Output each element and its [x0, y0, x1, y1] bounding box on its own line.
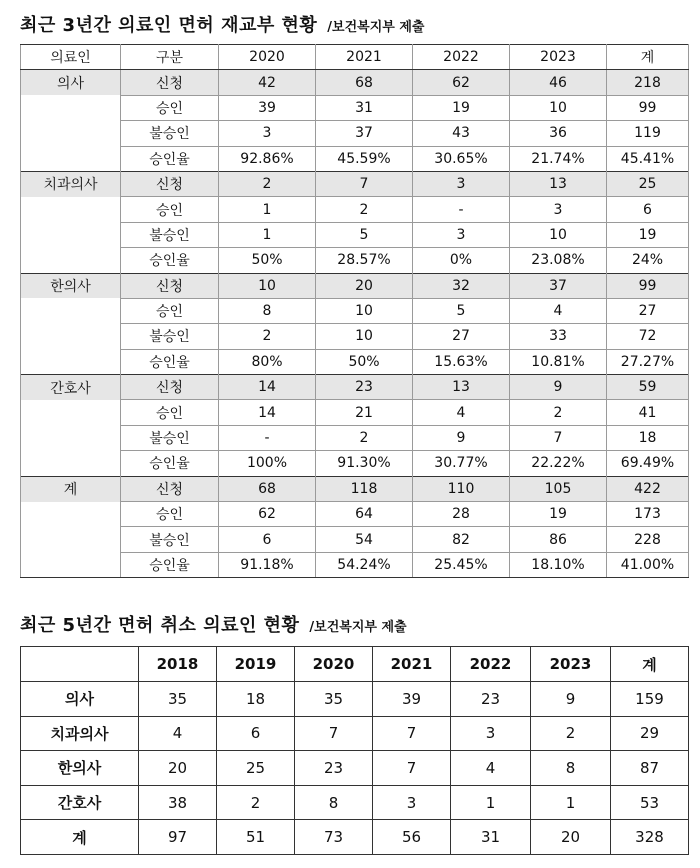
- value-cell: 51: [217, 820, 295, 855]
- row-label: 신청: [121, 375, 219, 400]
- value-cell: 32: [413, 273, 510, 298]
- row-label: 신청: [121, 476, 219, 501]
- value-cell: 1: [219, 197, 316, 222]
- value-cell: 2: [217, 785, 295, 820]
- value-cell: 39: [219, 95, 316, 120]
- table1-title: [20, 11, 424, 37]
- group-name-empty: [21, 222, 121, 247]
- row-label: 불승인: [121, 425, 219, 450]
- table1-row: [21, 298, 689, 323]
- value-cell: 27: [413, 324, 510, 349]
- value-cell: 22.22%: [510, 451, 607, 476]
- value-cell: 36: [510, 121, 607, 146]
- value-cell: 6: [219, 527, 316, 552]
- value-cell: 43: [413, 121, 510, 146]
- value-cell: 7: [510, 425, 607, 450]
- value-cell: 54.24%: [316, 552, 413, 577]
- value-cell: 2: [219, 324, 316, 349]
- value-cell: 2: [316, 425, 413, 450]
- value-cell: 56: [373, 820, 451, 855]
- value-cell: 4: [451, 751, 531, 786]
- value-cell: 5: [316, 222, 413, 247]
- row-label: 신청: [121, 171, 219, 196]
- table2-header-cell: 2020: [295, 647, 373, 682]
- value-cell: 18.10%: [510, 552, 607, 577]
- value-cell: 20: [316, 273, 413, 298]
- value-cell: 14: [219, 375, 316, 400]
- value-cell: 50%: [316, 349, 413, 374]
- value-cell: 39: [373, 682, 451, 717]
- value-cell: 118: [316, 476, 413, 501]
- value-cell: 13: [413, 375, 510, 400]
- value-cell: 10: [510, 95, 607, 120]
- value-cell: 92.86%: [219, 146, 316, 171]
- row-label: 승인: [121, 400, 219, 425]
- table1-row: [21, 70, 689, 95]
- group-name-empty: [21, 400, 121, 425]
- value-cell: 91.30%: [316, 451, 413, 476]
- row-label: 승인: [121, 197, 219, 222]
- value-cell: 2: [531, 716, 611, 751]
- value-cell: 64: [316, 502, 413, 527]
- value-cell: 73: [295, 820, 373, 855]
- table1-row: [21, 171, 689, 196]
- group-name-empty: [21, 552, 121, 577]
- table2-header-cell: 2022: [451, 647, 531, 682]
- group-name-empty: [21, 349, 121, 374]
- value-cell: 72: [607, 324, 689, 349]
- value-cell: 4: [510, 298, 607, 323]
- value-cell: 10: [219, 273, 316, 298]
- row-label: 치과의사: [21, 716, 139, 751]
- row-label: 승인: [121, 502, 219, 527]
- group-name-empty: [21, 146, 121, 171]
- value-cell: 99: [607, 273, 689, 298]
- group-name: 한의사: [21, 273, 121, 298]
- value-cell: 87: [611, 751, 689, 786]
- group-name-empty: [21, 248, 121, 273]
- value-cell: 10: [510, 222, 607, 247]
- value-cell: 4: [139, 716, 217, 751]
- value-cell: 68: [219, 476, 316, 501]
- value-cell: 46: [510, 70, 607, 95]
- value-cell: 99: [607, 95, 689, 120]
- table2-header-row: [21, 647, 689, 682]
- row-label: 의사: [21, 682, 139, 717]
- value-cell: 7: [373, 716, 451, 751]
- table1-row: [21, 121, 689, 146]
- table1-row: [21, 425, 689, 450]
- table1-header-cell: 계: [607, 45, 689, 70]
- table2-header-cell: 계: [611, 647, 689, 682]
- table1-header-cell: 2022: [413, 45, 510, 70]
- value-cell: 100%: [219, 451, 316, 476]
- table1-header-cell: 2023: [510, 45, 607, 70]
- table2-header-cell: 2023: [531, 647, 611, 682]
- group-name: 의사: [21, 70, 121, 95]
- value-cell: 23: [451, 682, 531, 717]
- group-name-empty: [21, 298, 121, 323]
- value-cell: 86: [510, 527, 607, 552]
- table2-title-text: 최근 5년간 면허 취소 의료인 현황: [20, 615, 300, 636]
- value-cell: 3: [451, 716, 531, 751]
- value-cell: 25: [607, 171, 689, 196]
- license-reissue-table: [20, 44, 689, 578]
- value-cell: -: [219, 425, 316, 450]
- group-name-empty: [21, 324, 121, 349]
- value-cell: 41: [607, 400, 689, 425]
- value-cell: 6: [217, 716, 295, 751]
- value-cell: 328: [611, 820, 689, 855]
- value-cell: 228: [607, 527, 689, 552]
- value-cell: 19: [510, 502, 607, 527]
- table2-source: /보건복지부 제출: [309, 620, 407, 635]
- value-cell: 23: [316, 375, 413, 400]
- value-cell: 3: [219, 121, 316, 146]
- table1-row: [21, 222, 689, 247]
- value-cell: 27: [607, 298, 689, 323]
- value-cell: 18: [217, 682, 295, 717]
- row-label: 승인율: [121, 248, 219, 273]
- value-cell: 9: [413, 425, 510, 450]
- value-cell: 7: [295, 716, 373, 751]
- group-name-empty: [21, 502, 121, 527]
- value-cell: 3: [510, 197, 607, 222]
- value-cell: 38: [139, 785, 217, 820]
- value-cell: 4: [413, 400, 510, 425]
- row-label: 한의사: [21, 751, 139, 786]
- value-cell: 41.00%: [607, 552, 689, 577]
- group-name-empty: [21, 95, 121, 120]
- value-cell: 35: [139, 682, 217, 717]
- value-cell: 91.18%: [219, 552, 316, 577]
- value-cell: 69.49%: [607, 451, 689, 476]
- group-name: 간호사: [21, 375, 121, 400]
- value-cell: 28: [413, 502, 510, 527]
- value-cell: 0%: [413, 248, 510, 273]
- table1-row: [21, 476, 689, 501]
- value-cell: 59: [607, 375, 689, 400]
- value-cell: 53: [611, 785, 689, 820]
- table1-header-row: [21, 45, 689, 70]
- value-cell: 33: [510, 324, 607, 349]
- value-cell: 30.65%: [413, 146, 510, 171]
- value-cell: 422: [607, 476, 689, 501]
- row-label: 승인율: [121, 349, 219, 374]
- row-label: 승인: [121, 298, 219, 323]
- value-cell: 159: [611, 682, 689, 717]
- group-name: 치과의사: [21, 171, 121, 196]
- value-cell: 21: [316, 400, 413, 425]
- value-cell: 45.59%: [316, 146, 413, 171]
- value-cell: 10.81%: [510, 349, 607, 374]
- table1-row: [21, 400, 689, 425]
- value-cell: 1: [531, 785, 611, 820]
- value-cell: 3: [413, 171, 510, 196]
- row-label: 신청: [121, 273, 219, 298]
- table2-header-cell: 2018: [139, 647, 217, 682]
- value-cell: 9: [531, 682, 611, 717]
- group-name-empty: [21, 451, 121, 476]
- value-cell: 15.63%: [413, 349, 510, 374]
- value-cell: 29: [611, 716, 689, 751]
- table1-row: [21, 146, 689, 171]
- table1-header-cell: 2020: [219, 45, 316, 70]
- row-label: 불승인: [121, 222, 219, 247]
- value-cell: -: [413, 197, 510, 222]
- table2-row: [21, 682, 689, 717]
- group-name: 계: [21, 476, 121, 501]
- value-cell: 37: [510, 273, 607, 298]
- value-cell: 62: [219, 502, 316, 527]
- value-cell: 25.45%: [413, 552, 510, 577]
- group-name-empty: [21, 527, 121, 552]
- row-label: 승인율: [121, 552, 219, 577]
- value-cell: 119: [607, 121, 689, 146]
- value-cell: 31: [451, 820, 531, 855]
- row-label: 승인율: [121, 146, 219, 171]
- value-cell: 50%: [219, 248, 316, 273]
- value-cell: 3: [413, 222, 510, 247]
- row-label: 승인율: [121, 451, 219, 476]
- table1-header-cell: 구분: [121, 45, 219, 70]
- value-cell: 54: [316, 527, 413, 552]
- value-cell: 31: [316, 95, 413, 120]
- value-cell: 24%: [607, 248, 689, 273]
- value-cell: 110: [413, 476, 510, 501]
- value-cell: 218: [607, 70, 689, 95]
- table1-title-text: 최근 3년간 의료인 면허 재교부 현황: [20, 15, 318, 36]
- value-cell: 28.57%: [316, 248, 413, 273]
- value-cell: 8: [531, 751, 611, 786]
- row-label: 승인: [121, 95, 219, 120]
- value-cell: 62: [413, 70, 510, 95]
- table2-row: [21, 751, 689, 786]
- table1-source: /보건복지부 제출: [327, 20, 425, 35]
- value-cell: 2: [219, 171, 316, 196]
- table2-title: [20, 611, 407, 637]
- value-cell: 1: [451, 785, 531, 820]
- value-cell: 23: [295, 751, 373, 786]
- table1-header-cell: 의료인: [21, 45, 121, 70]
- value-cell: 37: [316, 121, 413, 146]
- license-revocation-table: [20, 646, 689, 855]
- table1-row: [21, 95, 689, 120]
- table2-header-cell: 2019: [217, 647, 295, 682]
- value-cell: 23.08%: [510, 248, 607, 273]
- value-cell: 6: [607, 197, 689, 222]
- value-cell: 45.41%: [607, 146, 689, 171]
- value-cell: 35: [295, 682, 373, 717]
- table1-row: [21, 324, 689, 349]
- value-cell: 10: [316, 298, 413, 323]
- value-cell: 13: [510, 171, 607, 196]
- row-label: 불승인: [121, 527, 219, 552]
- value-cell: 20: [531, 820, 611, 855]
- table1-row: [21, 197, 689, 222]
- value-cell: 7: [316, 171, 413, 196]
- value-cell: 9: [510, 375, 607, 400]
- value-cell: 1: [219, 222, 316, 247]
- value-cell: 19: [413, 95, 510, 120]
- value-cell: 2: [316, 197, 413, 222]
- value-cell: 42: [219, 70, 316, 95]
- value-cell: 68: [316, 70, 413, 95]
- table2-header-cell: [21, 647, 139, 682]
- value-cell: 18: [607, 425, 689, 450]
- value-cell: 30.77%: [413, 451, 510, 476]
- group-name-empty: [21, 121, 121, 146]
- value-cell: 80%: [219, 349, 316, 374]
- row-label: 불승인: [121, 121, 219, 146]
- value-cell: 8: [219, 298, 316, 323]
- group-name-empty: [21, 425, 121, 450]
- table1-row: [21, 273, 689, 298]
- value-cell: 3: [373, 785, 451, 820]
- table2-row: [21, 785, 689, 820]
- group-name-empty: [21, 197, 121, 222]
- value-cell: 10: [316, 324, 413, 349]
- table2-row: [21, 820, 689, 855]
- table1-header-cell: 2021: [316, 45, 413, 70]
- value-cell: 21.74%: [510, 146, 607, 171]
- table1-row: [21, 375, 689, 400]
- value-cell: 27.27%: [607, 349, 689, 374]
- row-label: 간호사: [21, 785, 139, 820]
- value-cell: 5: [413, 298, 510, 323]
- table1-row: [21, 502, 689, 527]
- value-cell: 82: [413, 527, 510, 552]
- value-cell: 19: [607, 222, 689, 247]
- value-cell: 173: [607, 502, 689, 527]
- value-cell: 8: [295, 785, 373, 820]
- table2-header-cell: 2021: [373, 647, 451, 682]
- value-cell: 25: [217, 751, 295, 786]
- table1-row: [21, 248, 689, 273]
- value-cell: 7: [373, 751, 451, 786]
- value-cell: 14: [219, 400, 316, 425]
- table1-row: [21, 451, 689, 476]
- table1-row: [21, 552, 689, 577]
- table1-row: [21, 527, 689, 552]
- row-label: 불승인: [121, 324, 219, 349]
- value-cell: 105: [510, 476, 607, 501]
- table1-row: [21, 349, 689, 374]
- row-label: 신청: [121, 70, 219, 95]
- row-label: 계: [21, 820, 139, 855]
- value-cell: 20: [139, 751, 217, 786]
- table2-row: [21, 716, 689, 751]
- value-cell: 2: [510, 400, 607, 425]
- value-cell: 97: [139, 820, 217, 855]
